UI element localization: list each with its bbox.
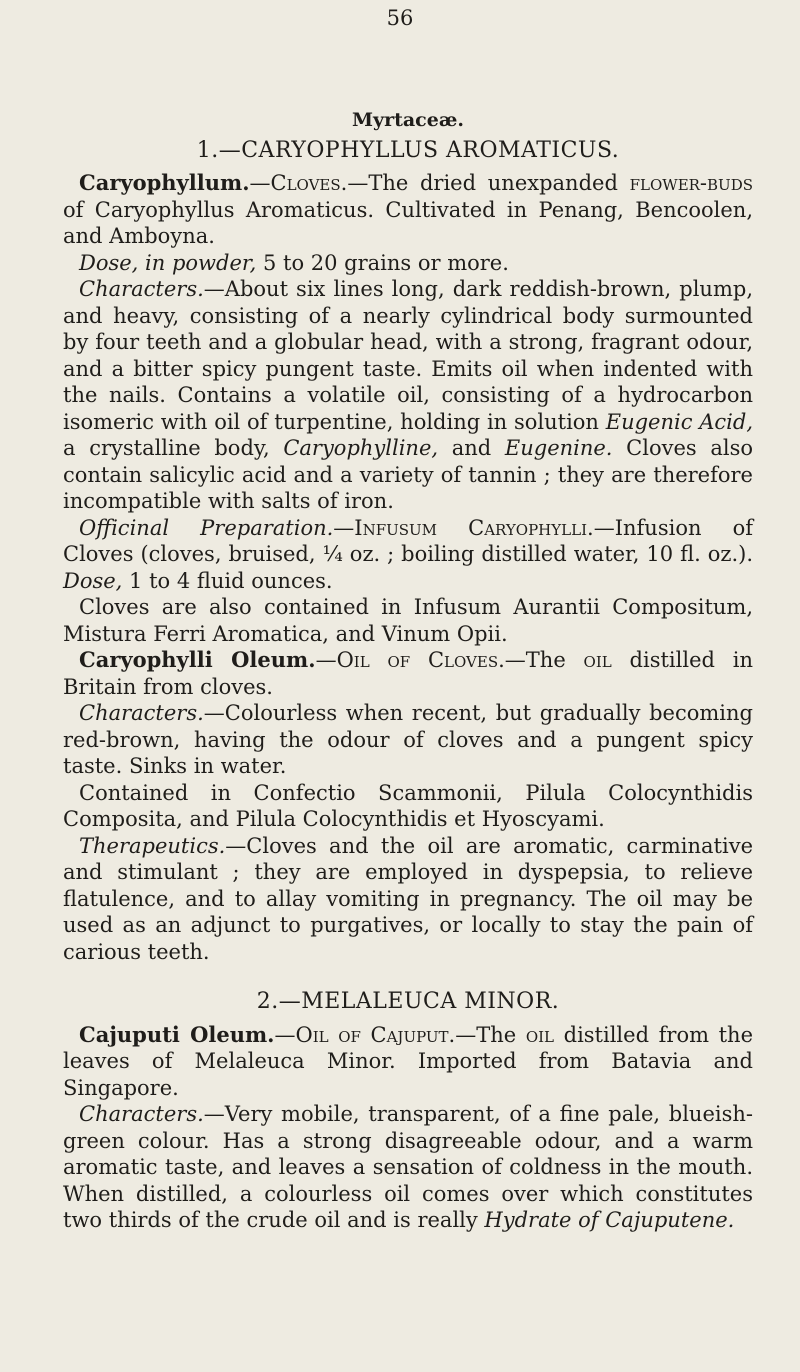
section-title-melaleuca: 2.—MELALEUCA MINOR. [256, 989, 560, 1014]
family-heading: Myrtaceæ. [352, 109, 464, 131]
section-title-caryophyllus: 1.—CARYOPHYLLUS AROMATICUS. [196, 137, 620, 163]
paragraph-characters: Characters.—About six lines long, dark reddish-brown, plump, and heavy, consisting of a nearly cylindrical body surmounted by four teeth and a globular head, with a strong, fragrant odour, and a bitter spicy pungent taste. Emits oil when indented with the nails. Contains a volatile oil, consisting of a hydrocarbon isomeric with oil of turpentine, holding in solution Eugenic Acid, a crystalline body, Caryophylline, and Eugenine. Cloves also contain salicylic acid and a variety of tannin ; they are therefore incompatible with salts of iron. [63, 277, 753, 513]
paragraph-oil-contained-in: Contained in Confectio Scammonii, Pilula Colocynthidis Composita, and Pilula Colocynthidis et Hyoscyami. [63, 780, 753, 831]
page-body [63, 107, 753, 1234]
paragraph-cajuputi-oleum: Cajuputi Oleum.—Oil of Cajuput.—The oil distilled from the leaves of Melaleuca Minor. Imported from Batavia and Singapore. [63, 1021, 754, 1100]
paragraph-dose: Dose, in powder, 5 to 20 grains or more. [79, 250, 509, 275]
paragraph-therapeutics: Therapeutics.—Cloves and the oil are aromatic, carminative and stimulant ; they are employed in dyspepsia, to relieve flatulence, and to allay vomiting in pregnancy. The oil may be used as an adjunct to purgatives, or locally to stay the pain of carious teeth. [63, 833, 753, 964]
paragraph-officinal-preparation: Officinal Preparation.—Infusum Caryophylli.—Infusion of Cloves (cloves, bruised, ¼ oz. ; boiling distilled water, 10 fl. oz.). Dose, 1 to 4 fluid ounces. [63, 515, 754, 593]
paragraph-contained-in: Cloves are also contained in Infusum Aurantii Compositum, Mistura Ferri Aromatica, and Vinum Opii. [63, 595, 753, 646]
paragraph-oil-of-cloves: Caryophylli Oleum.—Oil of Cloves.—The oil distilled in Britain from cloves. [63, 647, 753, 699]
page-number: 56 [386, 6, 414, 30]
paragraph-caryophyllum: Caryophyllum.—Cloves.—The dried unexpanded flower-buds of Caryophyllus Aromaticus. Cultivated in Penang, Bencoolen, and Amboyna. [63, 170, 753, 248]
paragraph-cajuput-characters: Characters.—Very mobile, transparent, of a fine pale, blueish-green colour. Has a strong disagreeable odour, and a warm aromatic taste, and leaves a sensation of coldness in the mouth. When distilled, a colourless oil comes over which constitutes two thirds of the crude oil and is really Hydrate of Cajuputene. [63, 1102, 753, 1232]
paragraph-oil-characters: Characters.—Colourless when recent, but gradually becoming red-brown, having the odour of cloves and a pungent spicy taste. Sinks in water. [63, 701, 753, 778]
